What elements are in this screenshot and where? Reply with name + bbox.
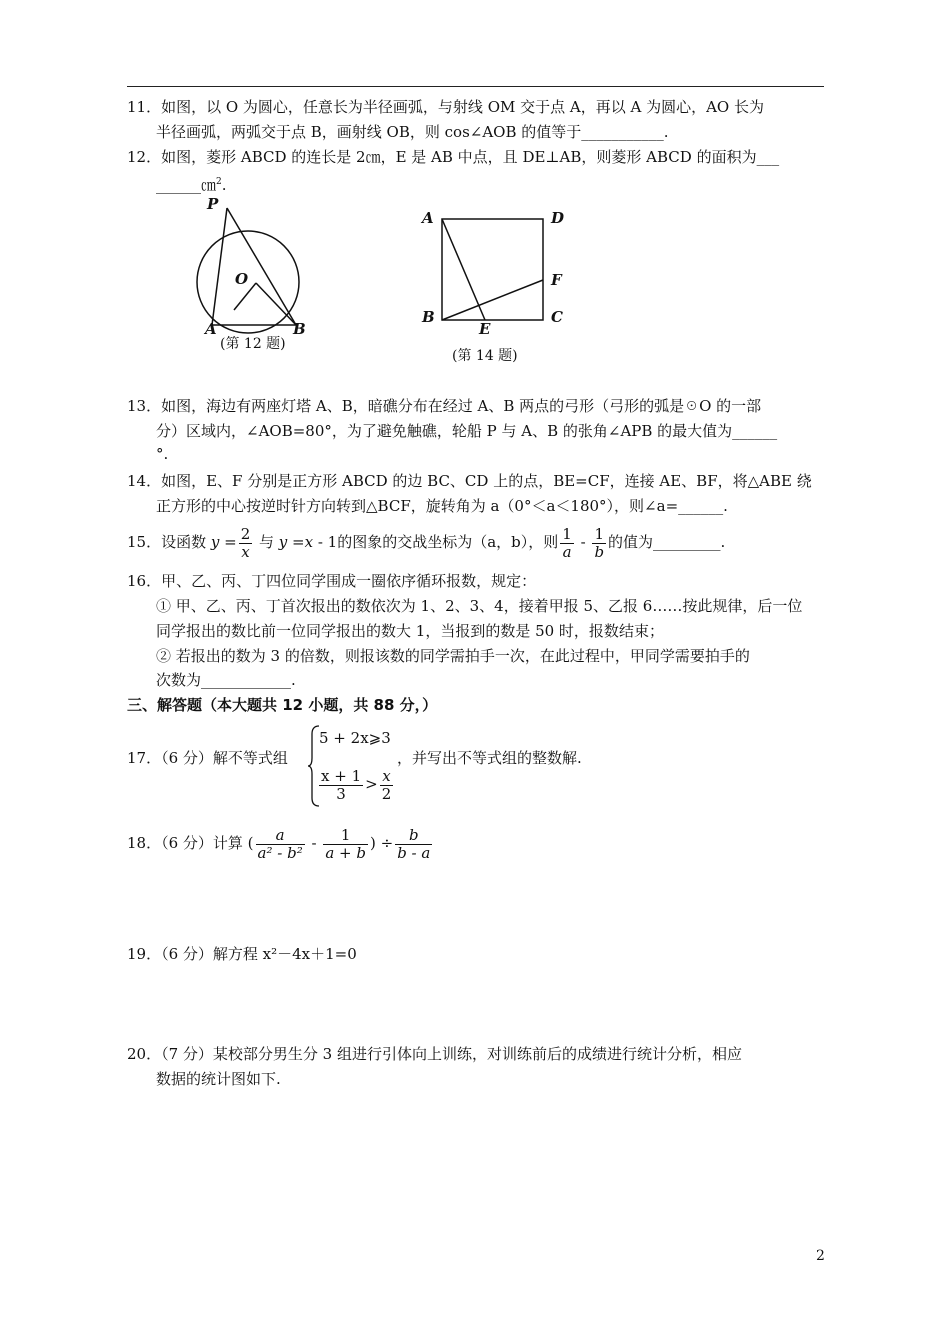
q16-line3: 同学报出的数比前一位同学报出的数大 1，当报到的数是 50 时，报数结束； [156, 622, 664, 640]
q15-f1-den: x [241, 542, 250, 561]
fig14-label-d: D [551, 209, 565, 227]
section-heading: 三、解答题（本大题共 12 小题，共 88 分，） [127, 696, 438, 714]
q15-f2-den: a [562, 542, 572, 561]
q16-line2: ① 甲、乙、丙、丁首次报出的数依次为 1、2、3、4，接着甲报 5、乙报 6……按此规律，后一位 [156, 597, 803, 615]
q18-fraction-2 [323, 827, 368, 862]
q15-tail: 的值为_________. [608, 533, 726, 551]
q12-line2-pre: ______㎝ [156, 176, 217, 194]
q14-line2: 正方形的中心按逆时针方向转到△BCF，旋转角为 a（0°＜a＜180°），则∠a=______. [156, 497, 728, 515]
fig12-label-o: O [235, 270, 249, 288]
segment-pb [227, 208, 296, 325]
q13-line2: 分）区域内，∠AOB=80°，为了避免触礁，轮船 P 与 A、B 的张角∠APB 的最大值为______ [156, 422, 778, 440]
q17-ineq2 [317, 762, 395, 806]
q18-minus: - [306, 834, 322, 852]
q17-inequality-system [307, 724, 397, 810]
q13-line3: °. [156, 445, 169, 463]
q15-prefix: 15．设函数 [127, 533, 211, 551]
q13-line1: 13．如图，海边有两座灯塔 A、B，暗礁分布在经过 A、B 两点的弓形（弓形的弧是☉O 的一部 [127, 397, 762, 415]
square-abcd [442, 219, 543, 320]
fig14-label-c: C [551, 308, 563, 326]
q17-prefix: 17．（6 分）解不等式组 [127, 749, 288, 767]
q15-f2-num: 1 [562, 524, 572, 543]
q17-f-num: x + 1 [321, 766, 362, 785]
q15-mid1: 与 [254, 533, 279, 551]
q17-suffix: ，并写出不等式组的整数解. [397, 749, 582, 767]
q18-b-num: 1 [323, 827, 368, 845]
q15-fraction-2-over-x [239, 526, 253, 561]
q18-c-num: b [395, 827, 432, 845]
q11-line1: 11．如图，以 O 为圆心，任意长为半径画弧，与射线 OM 交于点 A，再以 A 为圆心，AO 长为 [127, 98, 764, 116]
q18-a-num: a [256, 827, 305, 845]
q15-line [127, 521, 725, 563]
q18-fraction-1 [256, 827, 305, 862]
q17-gt: > [365, 775, 378, 793]
q12-superscript: 2 [216, 177, 222, 187]
q11-line2: 半径画弧，两弧交于点 B，画射线 OB，则 cos∠AOB 的值等于___________. [156, 123, 669, 141]
fig14-label-a: A [422, 209, 434, 227]
radius-ob [256, 283, 296, 325]
fig12-caption: (第 12 题) [220, 336, 286, 352]
fig14-caption: (第 14 题) [452, 348, 518, 364]
q18-a-den: a² - b² [257, 843, 303, 862]
q17-f-den: 3 [336, 784, 346, 803]
figure-12-circle-diagram [190, 195, 340, 335]
q18-c-den: b - a [397, 843, 431, 862]
q17-ineq1: 5 + 2x⩾3 [319, 729, 391, 747]
q15-y2: y [278, 533, 288, 551]
q15-f3-den: b [594, 542, 605, 561]
segment-pa [212, 208, 227, 325]
q19-text: 19．（6 分）解方程 x²－4x＋1=0 [127, 945, 357, 963]
figure-14-square-diagram [435, 212, 555, 332]
q17-g-den: 2 [381, 784, 392, 803]
fig12-label-p: P [207, 195, 219, 213]
q18-prefix: 18．（6 分）计算 ( [127, 834, 254, 852]
q18-line [127, 822, 434, 864]
q15-y1: y [210, 533, 220, 551]
q15-eq1: = [219, 533, 237, 551]
q12-line2 [156, 172, 227, 195]
q15-fraction-1-over-b [592, 526, 606, 561]
q15-eq2: = [287, 533, 305, 551]
q15-mid2: 的图象的交战坐标为（a，b），则 [337, 533, 559, 551]
q15-minus: - [575, 533, 591, 551]
q16-line4: ② 若报出的数为 3 的倍数，则报该数的同学需拍手一次，在此过程中，甲同学需要拍手的 [156, 647, 750, 665]
fig12-label-b: B [293, 320, 306, 338]
header-rule [127, 86, 824, 87]
q17-fraction-left [319, 768, 363, 803]
q12-line1: 12．如图，菱形 ABCD 的连长是 2㎝，E 是 AB 中点，且 DE⊥AB，则菱形 ABCD 的面积为___ [127, 148, 780, 166]
page-number: 2 [816, 1248, 825, 1264]
q15-fraction-1-over-a [560, 526, 574, 561]
q17-g-num: x [380, 768, 394, 786]
q18-fraction-3 [395, 827, 432, 862]
q17-fraction-right [380, 768, 394, 803]
fig12-label-a: A [205, 320, 217, 338]
q14-line1: 14．如图，E、F 分别是正方形 ABCD 的边 BC、CD 上的点，BE=CF，连接 AE、BF，将△ABE 绕 [127, 472, 812, 490]
q15-f3-num: 1 [592, 526, 606, 544]
segment-bf [442, 280, 543, 320]
q18-close: ) ÷ [369, 834, 394, 852]
fig14-label-e: E [479, 320, 491, 338]
fig14-label-f: F [551, 271, 562, 289]
q18-b-den: a + b [325, 843, 366, 862]
q20-line2: 数据的统计图如下. [156, 1070, 281, 1088]
q15-x2: x [304, 533, 314, 551]
q12-line2-post: . [221, 176, 227, 194]
fig14-label-b: B [422, 308, 435, 326]
q15-f1-num: 2 [240, 524, 251, 543]
q20-line1: 20．（7 分）某校部分男生分 3 组进行引体向上训练，对训练前后的成绩进行统计分析，相应 [127, 1045, 742, 1063]
q16-line5: 次数为____________. [156, 671, 296, 689]
q15-rest2: - 1 [313, 533, 338, 551]
q16-line1: 16．甲、乙、丙、丁四位同学围成一圈依序循环报数，规定： [127, 572, 537, 590]
